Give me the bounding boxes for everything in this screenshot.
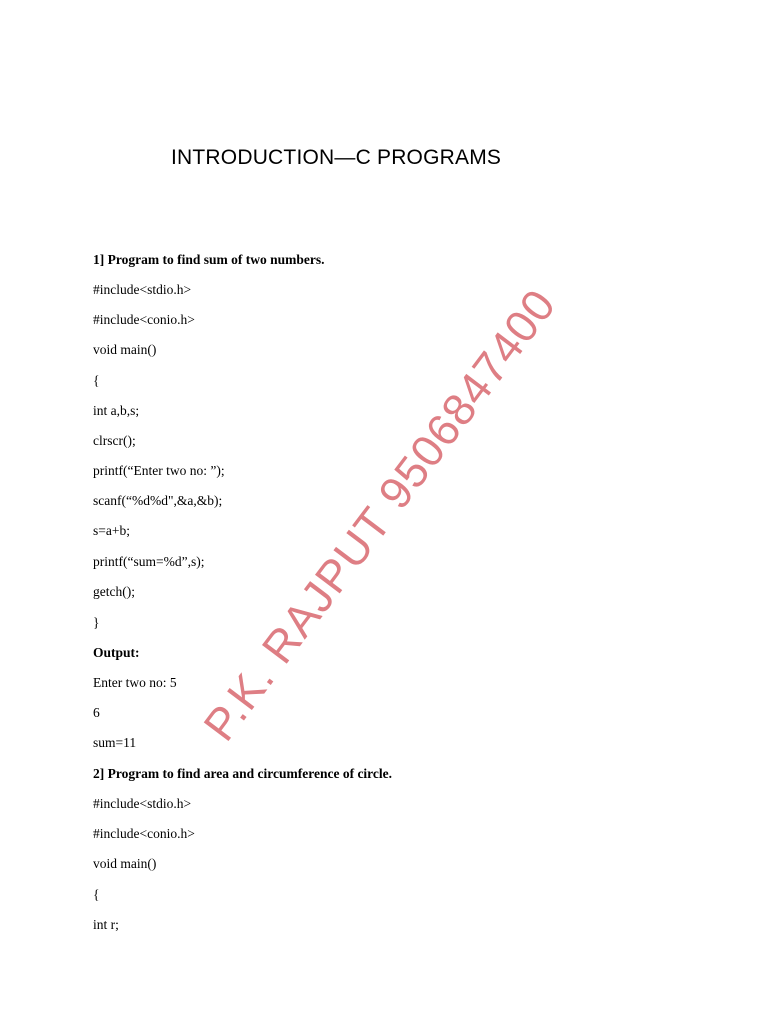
code-line: } bbox=[93, 615, 100, 630]
code-line: #include<conio.h> bbox=[93, 312, 195, 327]
code-line: #include<stdio.h> bbox=[93, 796, 192, 811]
code-line: { bbox=[93, 373, 100, 388]
code-line: int r; bbox=[93, 917, 119, 932]
output-line: Enter two no: 5 bbox=[93, 675, 177, 690]
code-line: scanf(“%d%d",&a,&b); bbox=[93, 493, 223, 508]
output-line: 6 bbox=[93, 705, 100, 720]
output-heading: Output: bbox=[93, 645, 140, 660]
page-title: INTRODUCTION—C PROGRAMS bbox=[171, 146, 502, 169]
code-line: printf(“sum=%d”,s); bbox=[93, 554, 205, 569]
code-line: printf(“Enter two no: ”); bbox=[93, 463, 225, 478]
code-line: s=a+b; bbox=[93, 523, 130, 538]
code-line: #include<stdio.h> bbox=[93, 282, 192, 297]
code-line: int a,b,s; bbox=[93, 403, 140, 418]
code-line: getch(); bbox=[93, 584, 135, 599]
section-heading: 2] Program to find area and circumference of circle. bbox=[93, 766, 393, 781]
code-line: #include<conio.h> bbox=[93, 826, 195, 841]
code-line: void main() bbox=[93, 856, 157, 871]
code-line: { bbox=[93, 887, 100, 902]
code-line: void main() bbox=[93, 342, 157, 357]
output-line: sum=11 bbox=[93, 735, 137, 750]
watermark: P.K. RAJPUT 9506847400 bbox=[193, 279, 566, 750]
code-line: clrscr(); bbox=[93, 433, 136, 448]
section-heading: 1] Program to find sum of two numbers. bbox=[93, 252, 325, 267]
